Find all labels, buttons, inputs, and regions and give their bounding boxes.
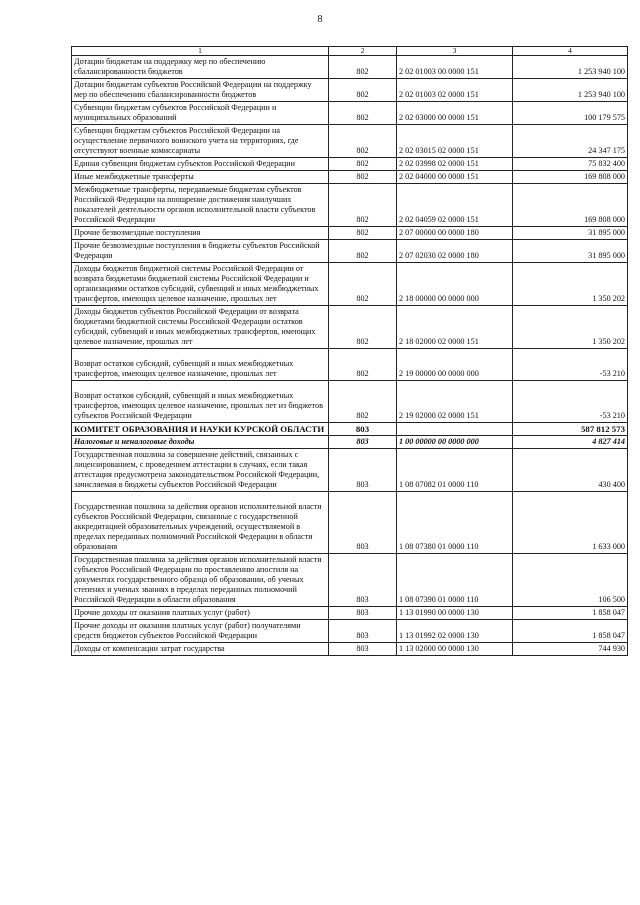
- row-name: Субвенции бюджетам субъектов Российской Федерации на осуществление первичного воинского учета на территориях, где отсутствуют военные комиссариаты: [72, 124, 329, 157]
- row-name: Государственная пошлина за действия органов исполнительной власти субъектов Российской Федерации по проставлению апостиля на документах государственного образца об образовании, об ученых степенях и ученых званиях в пределах переданных полномочий Российской Федерации в области образования: [72, 554, 329, 607]
- row-name: Прочие доходы от оказания платных услуг (работ): [72, 607, 329, 620]
- row-name: Возврат остатков субсидий, субвенций и иных межбюджетных трансфертов, имеющих целевое назначение, прошлых лет из бюджетов субъектов Российской Федерации: [72, 380, 329, 422]
- row-admin-code: 802: [329, 348, 397, 380]
- row-classification-code: 1 08 07390 01 0000 110: [397, 554, 513, 607]
- table-row: [72, 157, 628, 170]
- row-admin-code: 802: [329, 380, 397, 422]
- row-amount: 1 253 940 100: [513, 78, 628, 101]
- table-row: [72, 643, 628, 656]
- row-admin-code: 803: [329, 554, 397, 607]
- page-number: 8: [317, 14, 323, 25]
- row-admin-code: 803: [329, 422, 397, 436]
- row-amount: 1 858 047: [513, 607, 628, 620]
- row-name: Межбюджетные трансферты, передаваемые бюджетам субъектов Российской Федерации на поощрение достижения наилучших показателей деятельности органов исполнительной власти субъектов Российской Федерации: [72, 183, 329, 226]
- row-name: Возврат остатков субсидий, субвенций и иных межбюджетных трансфертов, имеющих целевое назначение, прошлых лет: [72, 348, 329, 380]
- row-amount: 1 350 202: [513, 305, 628, 348]
- row-classification-code: 1 13 01990 00 0000 130: [397, 607, 513, 620]
- row-admin-code: 802: [329, 157, 397, 170]
- row-name: Доходы бюджетов бюджетной системы Российской Федерации от возврата бюджетами бюджетной системы Российской Федерации и организациями остатков субсидий, субвенций и иных межбюджетных трансфертов, имеющих целевое назначение, прошлых лет: [72, 262, 329, 305]
- row-name: Прочие безвозмездные поступления: [72, 226, 329, 239]
- row-amount: 169 808 000: [513, 170, 628, 183]
- row-classification-code: 2 02 04059 02 0000 151: [397, 183, 513, 226]
- row-classification-code: 1 08 07082 01 0000 110: [397, 449, 513, 492]
- table-row: [72, 305, 628, 348]
- table-row: [72, 492, 628, 554]
- row-amount: 1 253 940 100: [513, 55, 628, 78]
- row-classification-code: 2 02 01003 02 0000 151: [397, 78, 513, 101]
- row-admin-code: 802: [329, 183, 397, 226]
- row-admin-code: 802: [329, 239, 397, 262]
- row-admin-code: 803: [329, 643, 397, 656]
- row-amount: 106 500: [513, 554, 628, 607]
- row-admin-code: 803: [329, 607, 397, 620]
- row-amount: 100 179 575: [513, 101, 628, 124]
- row-name: Государственная пошлина за действия органов исполнительной власти субъектов Российской Федерации, связанные с государственной аккредитацией образовательных учреждений, осуществляемой в пределах переданных полномочий Российской Федерации в области образования: [72, 492, 329, 554]
- column-number-row: [72, 47, 628, 56]
- table-row: [72, 55, 628, 78]
- column-number: 3: [397, 47, 513, 56]
- row-amount: 587 812 573: [513, 422, 628, 436]
- row-name: Прочие безвозмездные поступления в бюджеты субъектов Российской Федерации: [72, 239, 329, 262]
- row-amount: 75 832 400: [513, 157, 628, 170]
- table-row: [72, 262, 628, 305]
- row-classification-code: 2 18 02000 02 0000 151: [397, 305, 513, 348]
- row-classification-code: 2 18 00000 00 0000 000: [397, 262, 513, 305]
- row-admin-code: 802: [329, 78, 397, 101]
- row-admin-code: 802: [329, 101, 397, 124]
- row-amount: 31 895 000: [513, 226, 628, 239]
- table-row: [72, 239, 628, 262]
- row-amount: 1 633 000: [513, 492, 628, 554]
- row-amount: 1 858 047: [513, 620, 628, 643]
- table-row: [72, 554, 628, 607]
- row-name: Единая субвенция бюджетам субъектов Российской Федерации: [72, 157, 329, 170]
- row-name: Доходы от компенсации затрат государства: [72, 643, 329, 656]
- row-admin-code: 803: [329, 449, 397, 492]
- table-row: [72, 226, 628, 239]
- row-classification-code: 1 13 01992 02 0000 130: [397, 620, 513, 643]
- row-admin-code: 803: [329, 436, 397, 449]
- row-classification-code: 2 02 03000 00 0000 151: [397, 101, 513, 124]
- row-admin-code: 802: [329, 226, 397, 239]
- row-classification-code: 2 19 00000 00 0000 000: [397, 348, 513, 380]
- column-number: 2: [329, 47, 397, 56]
- row-name: Иные межбюджетные трансферты: [72, 170, 329, 183]
- row-classification-code: 2 02 04000 00 0000 151: [397, 170, 513, 183]
- row-name: Субвенции бюджетам субъектов Российской Федерации и муниципальных образований: [72, 101, 329, 124]
- row-classification-code: 2 07 00000 00 0000 180: [397, 226, 513, 239]
- table-row: [72, 78, 628, 101]
- row-classification-code: 2 02 03998 02 0000 151: [397, 157, 513, 170]
- row-amount: 1 350 202: [513, 262, 628, 305]
- row-admin-code: 802: [329, 124, 397, 157]
- column-number: 1: [72, 47, 329, 56]
- table-row: [72, 422, 628, 436]
- row-amount: 31 895 000: [513, 239, 628, 262]
- column-number: 4: [513, 47, 628, 56]
- row-admin-code: 802: [329, 305, 397, 348]
- row-name: Дотации бюджетам на поддержку мер по обеспечению сбалансированности бюджетов: [72, 55, 329, 78]
- row-amount: -53 210: [513, 348, 628, 380]
- row-amount: 744 930: [513, 643, 628, 656]
- table-row: [72, 620, 628, 643]
- row-name: Налоговые и неналоговые доходы: [72, 436, 329, 449]
- table-row: [72, 183, 628, 226]
- row-classification-code: 2 07 02030 02 0000 180: [397, 239, 513, 262]
- table-row: [72, 380, 628, 422]
- row-admin-code: 802: [329, 55, 397, 78]
- table-row: [72, 449, 628, 492]
- table-row: [72, 436, 628, 449]
- row-classification-code: 1 13 02000 00 0000 130: [397, 643, 513, 656]
- table-row: [72, 170, 628, 183]
- row-admin-code: 802: [329, 262, 397, 305]
- row-name: Государственная пошлина за совершение действий, связанных с лицензированием, с проведением аттестации в случаях, если такая аттестация предусмотрена законодательством Российской Федерации, зачисляемая в бюджеты субъектов Российской Федерации: [72, 449, 329, 492]
- row-name: Прочие доходы от оказания платных услуг (работ) получателями средств бюджетов субъектов Российской Федерации: [72, 620, 329, 643]
- row-classification-code: 2 02 01003 00 0000 151: [397, 55, 513, 78]
- row-admin-code: 802: [329, 170, 397, 183]
- row-name: Доходы бюджетов субъектов Российской Федерации от возврата бюджетами бюджетной системы Российской Федерации остатков субсидий, субвенций и иных межбюджетных трансфертов, имеющих целевое назначение, прошлых лет: [72, 305, 329, 348]
- revenue-table: [71, 46, 628, 656]
- row-classification-code: 2 02 03015 02 0000 151: [397, 124, 513, 157]
- row-admin-code: 803: [329, 620, 397, 643]
- row-admin-code: 803: [329, 492, 397, 554]
- row-amount: 430 400: [513, 449, 628, 492]
- table-row: [72, 124, 628, 157]
- row-classification-code: 1 00 00000 00 0000 000: [397, 436, 513, 449]
- row-amount: -53 210: [513, 380, 628, 422]
- row-amount: 24 347 175: [513, 124, 628, 157]
- table-row: [72, 101, 628, 124]
- table-row: [72, 348, 628, 380]
- row-amount: 169 808 000: [513, 183, 628, 226]
- row-classification-code: 2 19 02000 02 0000 151: [397, 380, 513, 422]
- row-classification-code: [397, 422, 513, 436]
- table-row: [72, 607, 628, 620]
- row-name: КОМИТЕТ ОБРАЗОВАНИЯ И НАУКИ КУРСКОЙ ОБЛАСТИ: [72, 422, 329, 436]
- row-name: Дотации бюджетам субъектов Российской Федерации на поддержку мер по обеспечению сбалансированности бюджетов: [72, 78, 329, 101]
- row-amount: 4 827 414: [513, 436, 628, 449]
- row-classification-code: 1 08 07380 01 0000 110: [397, 492, 513, 554]
